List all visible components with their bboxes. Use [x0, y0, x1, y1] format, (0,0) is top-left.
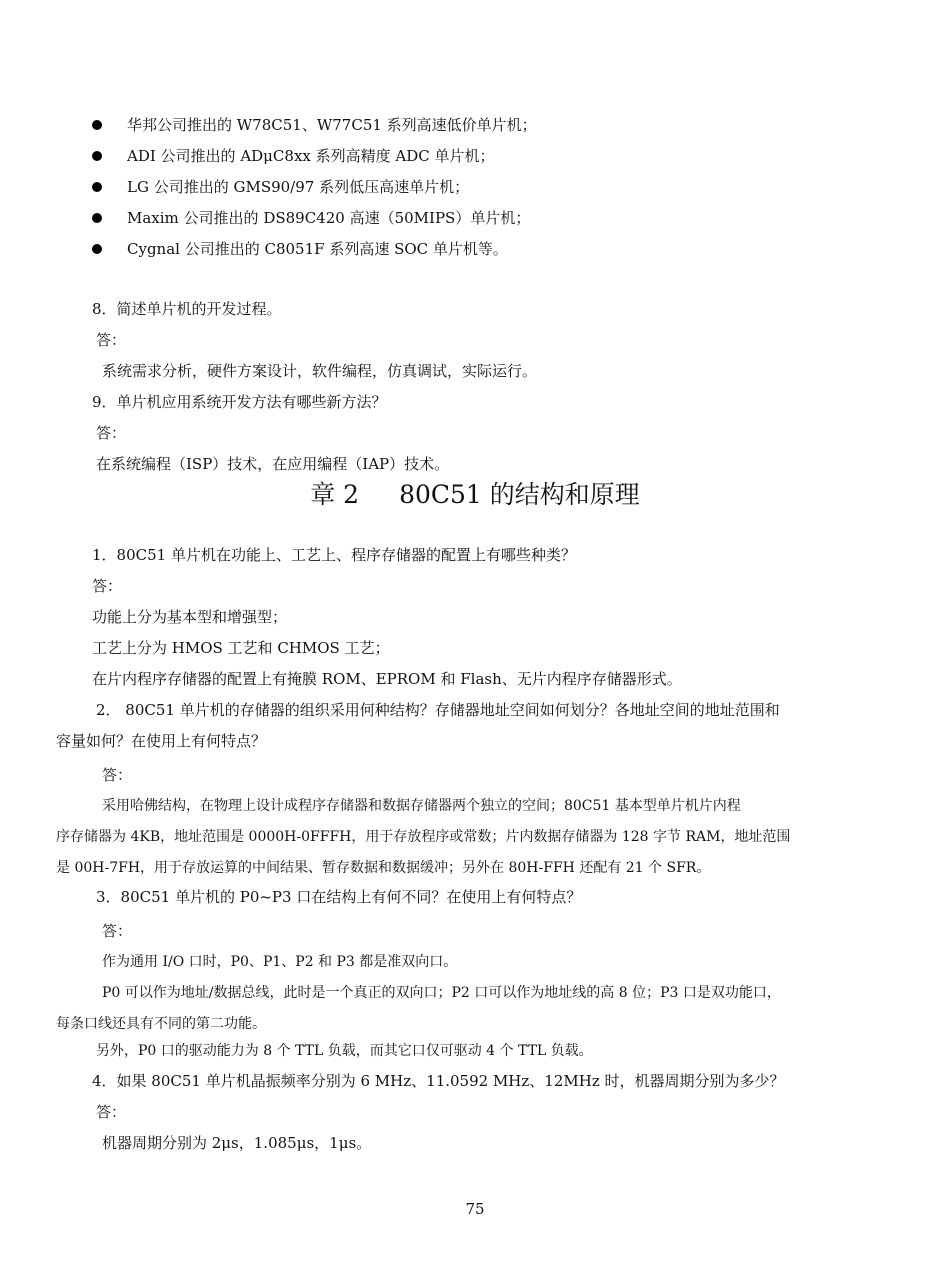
question-2-continued: 容量如何？在使用上有何特点？	[56, 732, 267, 750]
answer-label: 答：	[96, 1103, 127, 1121]
bullet-item: ADI 公司推出的 ADμC8xx 系列高精度 ADC 单片机；	[127, 147, 495, 165]
answer-text: 每条口线还具有不同的第二功能。	[56, 1016, 266, 1032]
answer-text: 机器周期分别为 2μs，1.085μs，1μs。	[102, 1134, 372, 1152]
bullet-dot	[92, 182, 102, 192]
answer-label: 答：	[96, 331, 127, 349]
question-4: 4．如果 80C51 单片机晶振频率分别为 6 MHz、11.0592 MHz、12MHz 时，机器周期分别为多少？	[92, 1072, 785, 1090]
question-9: 9．单片机应用系统开发方法有哪些新方法？	[92, 393, 387, 411]
answer-text: 是 00H-7FH，用于存放运算的中间结果、暂存数据和数据缓冲；另外在 80H-FFH 还配有 21 个 SFR。	[56, 860, 711, 876]
answer-label: 答：	[102, 766, 133, 784]
bullet-dot	[92, 120, 102, 130]
question-1: 1．80C51 单片机在功能上、工艺上、程序存储器的配置上有哪些种类？	[92, 546, 576, 564]
answer-text: P0 可以作为地址/数据总线，此时是一个真正的双向口；P2 口可以作为地址线的高 8 位；P3 口是双功能口，	[102, 985, 781, 1001]
answer-label: 答：	[92, 577, 123, 595]
chapter-title: 80C51 的结构和原理	[399, 480, 640, 509]
answer-text: 作为通用 I/O 口时，P0、P1、P2 和 P3 都是准双向口。	[102, 954, 458, 970]
bullet-item: LG 公司推出的 GMS90/97 系列低压高速单片机；	[127, 178, 470, 196]
answer-text: 在片内程序存储器的配置上有掩膜 ROM、EPROM 和 Flash、无片内程序存储器形式。	[92, 670, 682, 688]
question-2: 2． 80C51 单片机的存储器的组织采用何种结构？存储器地址空间如何划分？各地址空间的地址范围和	[96, 701, 780, 719]
bullet-item: Maxim 公司推出的 DS89C420 高速（50MIPS）单片机；	[127, 209, 531, 227]
bullet-dot	[92, 213, 102, 223]
answer-text: 另外，P0 口的驱动能力为 8 个 TTL 负载，而其它口仅可驱动 4 个 TTL 负载。	[96, 1043, 593, 1059]
question-3: 3．80C51 单片机的 P0~P3 口在结构上有何不同？在使用上有何特点？	[96, 888, 582, 906]
answer-label: 答：	[102, 922, 133, 940]
bullet-item: Cygnal 公司推出的 C8051F 系列高速 SOC 单片机等。	[127, 240, 508, 258]
bullet-item: 华邦公司推出的 W78C51、W77C51 系列高速低价单片机；	[127, 116, 537, 134]
page-number: 75	[465, 1200, 485, 1218]
answer-text: 在系统编程（ISP）技术，在应用编程（IAP）技术。	[96, 455, 450, 473]
question-8: 8．简述单片机的开发过程。	[92, 300, 282, 318]
bullet-dot	[92, 151, 102, 161]
answer-text: 工艺上分为 HMOS 工艺和 CHMOS 工艺；	[92, 639, 390, 657]
answer-text: 功能上分为基本型和增强型；	[92, 608, 288, 626]
answer-text: 采用哈佛结构，在物理上设计成程序存储器和数据存储器两个独立的空间；80C51 基本型单片机片内程	[102, 798, 741, 814]
answer-label: 答：	[96, 424, 127, 442]
answer-text: 系统需求分析，硬件方案设计，软件编程，仿真调试，实际运行。	[102, 362, 538, 380]
chapter-heading	[0, 478, 950, 512]
answer-text: 序存储器为 4KB，地址范围是 0000H-0FFFH，用于存放程序或常数；片内数据存储器为 128 字节 RAM，地址范围	[56, 829, 791, 845]
chapter-number: 章 2	[310, 480, 360, 509]
bullet-dot	[92, 244, 102, 254]
